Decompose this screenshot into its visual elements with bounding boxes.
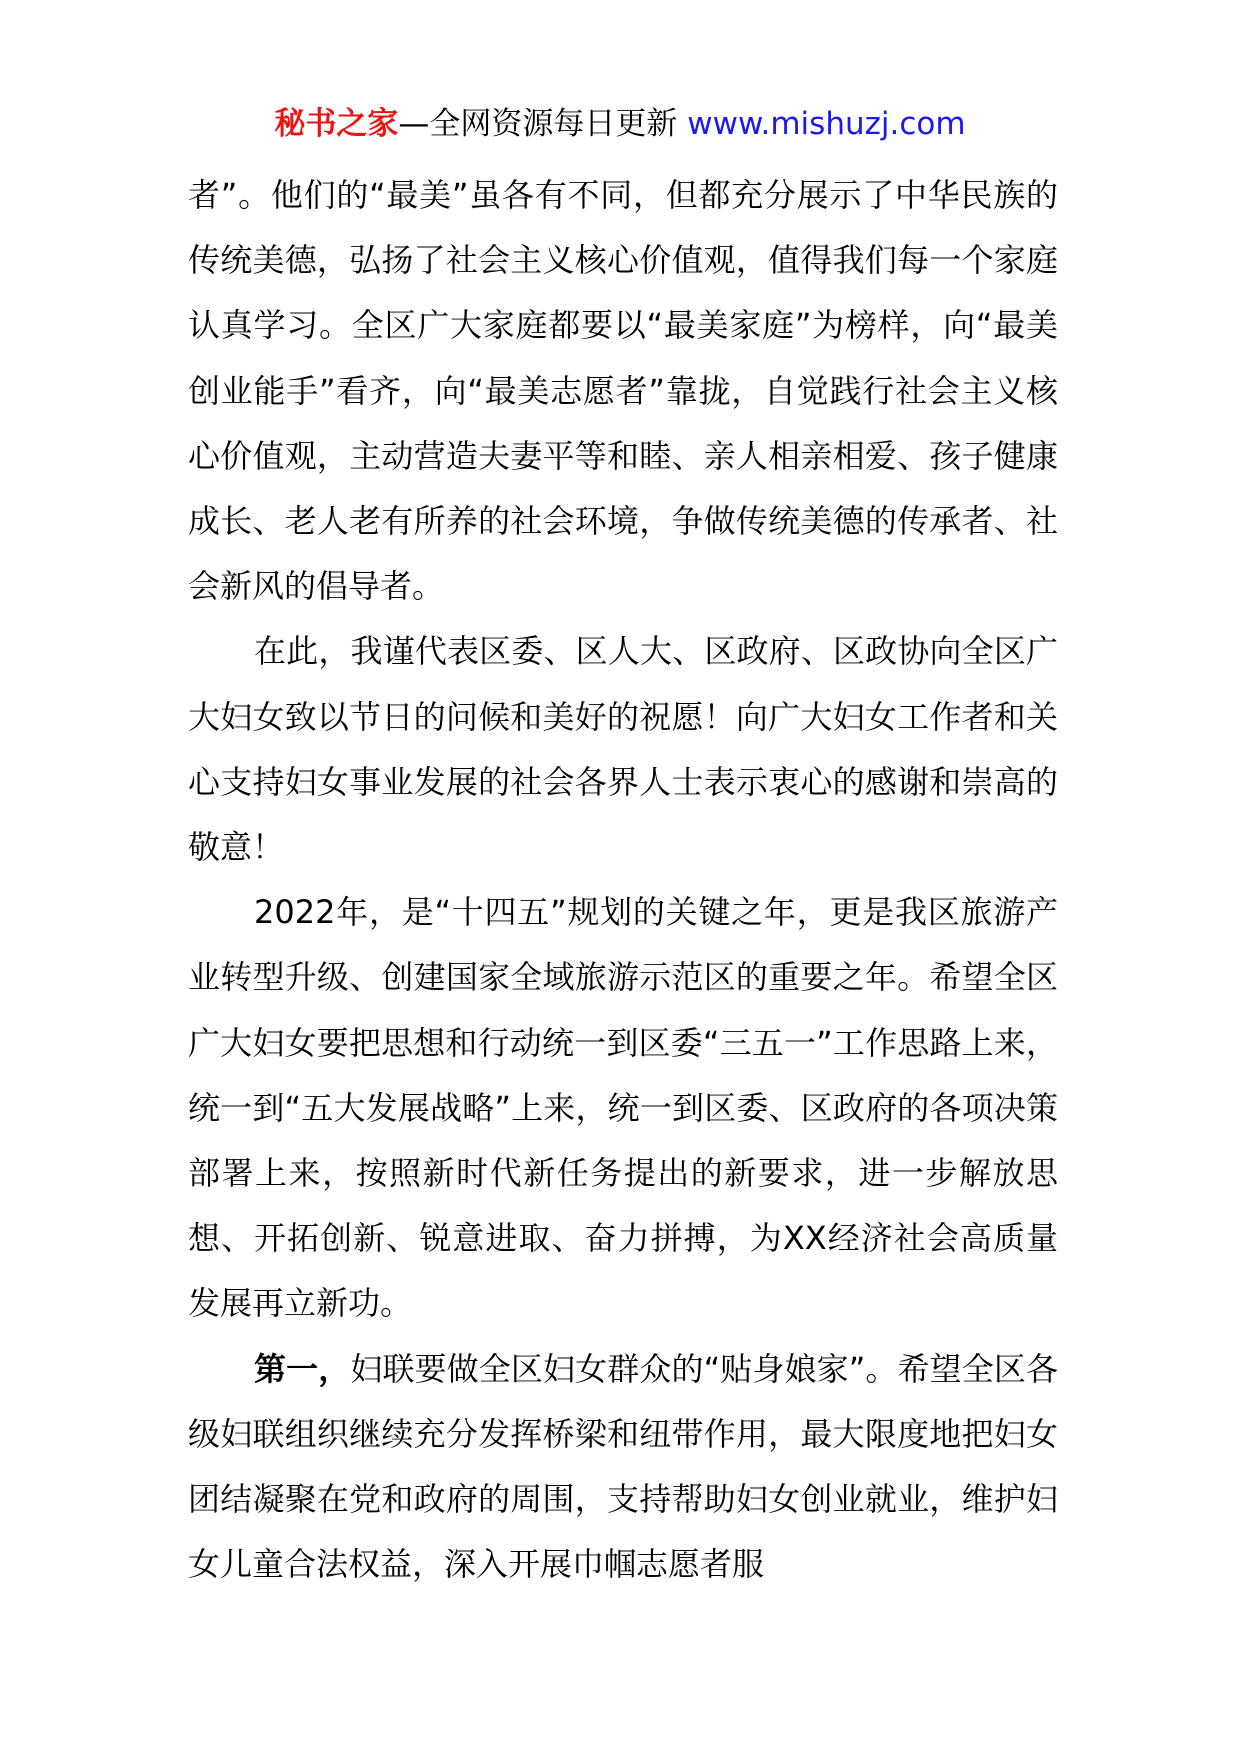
paragraph-greeting: 在此，我谨代表区委、区人大、区政府、区政协向全区广大妇女致以节日的问候和美好的祝愿！向广大妇女工作者和关心支持妇女事业发展的社会各界人士表示衷心的感谢和崇高的敬意！ — [188, 632, 1058, 867]
site-tagline: —全网资源每日更新 — [398, 106, 688, 142]
paragraph-2022-goals: 2022年，是“十四五”规划的关键之年，更是我区旅游产业转型升级、创建国家全域旅游示范区的重要之年。希望全区广大妇女要把思想和行动统一到区委“三五一”工作思路上来，统一到“五大发展战略”上来，统一到区委、区政府的各项决策部署上来，按照新时代新任务提出的新要求，进一步解放思想、开拓创新、锐意进取、奋力拼搏，为XX经济社会高质量发展再立新功。 — [188, 893, 1058, 1323]
site-url-link[interactable]: www.mishuzj.com — [687, 106, 966, 142]
paragraph-continued: 者”。他们的“最美”虽各有不同，但都充分展示了中华民族的传统美德，弘扬了社会主义核心价值观，值得我们每一个家庭认真学习。全区广大家庭都要以“最美家庭”为榜样，向“最美创业能手”看齐，向“最美志愿者”靠拢，自觉践行社会主义核心价值观，主动营造夫妻平等和睦、亲人相亲相爱、孩子健康成长、老人老有所养的社会环境，争做传统美德的传承者、社会新风的倡导者。 — [188, 176, 1058, 606]
paragraph-first-point — [188, 1337, 1058, 1598]
document-body — [188, 163, 1058, 1597]
site-header — [0, 100, 1240, 148]
first-point-text: 妇联要做全区妇女群众的“贴身娘家”。希望全区各级妇联组织继续充分发挥桥梁和纽带作用，最大限度地把妇女团结凝聚在党和政府的周围，支持帮助妇女创业就业，维护妇女儿童合法权益，深入开展巾帼志愿者服 — [188, 1349, 1058, 1584]
site-brand: 秘书之家 — [274, 106, 399, 142]
first-point-lead: 第一， — [254, 1349, 351, 1388]
